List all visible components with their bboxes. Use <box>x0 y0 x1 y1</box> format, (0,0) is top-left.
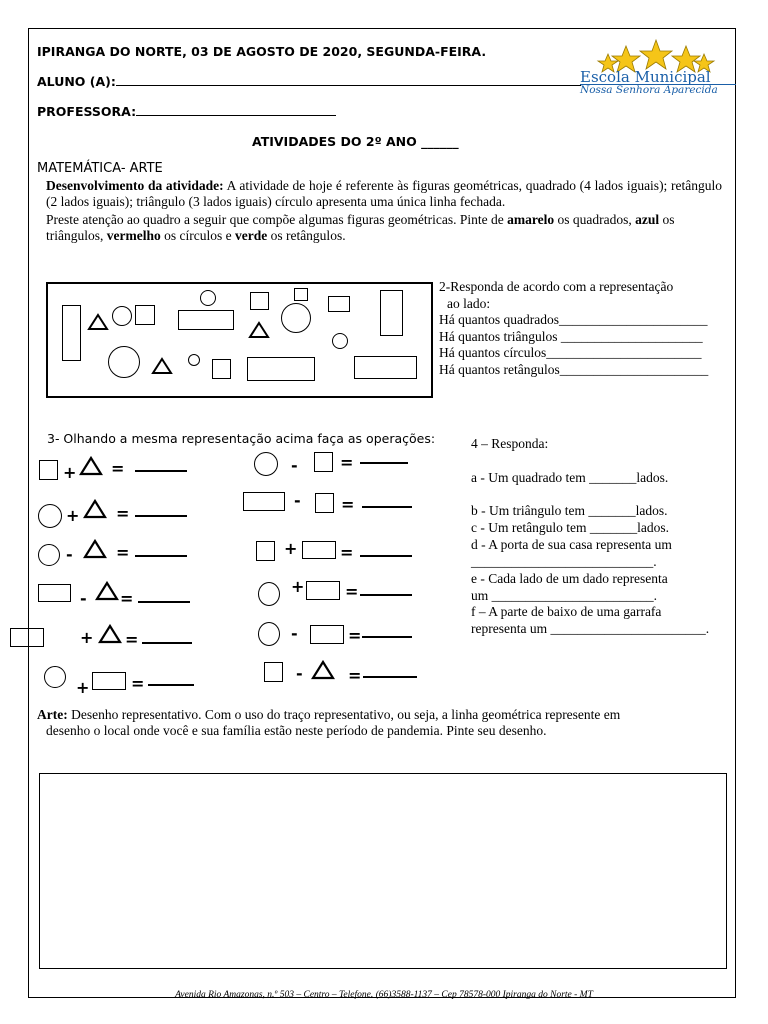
circle-shape <box>258 622 280 646</box>
rectangle-shape[interactable] <box>178 310 234 330</box>
student-label: ALUNO (A): <box>37 74 116 89</box>
rectangle-shape <box>38 584 71 602</box>
minus-sign: - <box>291 456 298 475</box>
count-circles-question[interactable]: Há quantos círculos_______________________ <box>439 345 702 360</box>
subject-title: MATEMÁTICA- ARTE <box>37 161 163 176</box>
equals-sign: = <box>340 453 354 472</box>
answer-line[interactable] <box>138 601 190 603</box>
equals-sign: = <box>111 459 125 478</box>
color-red: vermelho <box>106 228 161 243</box>
shapes-board <box>46 282 433 398</box>
square-shape <box>264 662 283 682</box>
rectangle-shape <box>92 672 126 690</box>
plus-sign: + <box>66 506 80 525</box>
equals-sign: = <box>348 666 362 685</box>
rectangle-shape <box>310 625 344 644</box>
circle-shape <box>254 452 278 476</box>
answer-line[interactable] <box>135 515 187 517</box>
minus-sign: - <box>294 491 301 510</box>
activity-title: ATIVIDADES DO 2º ANO ______ <box>252 134 459 149</box>
equals-sign: = <box>340 543 354 562</box>
footer-address: Avenida Rio Amazonas, n.º 503 – Centro – Telefone. (66)3588-1137 – Cep 78578-000 Ipiranga do Norte - MT <box>175 990 593 1000</box>
question4-e[interactable] <box>471 571 717 604</box>
circle-shape <box>258 582 280 606</box>
school-logo <box>578 38 736 98</box>
circle-shape[interactable] <box>188 354 200 366</box>
rectangle-shape <box>10 628 44 647</box>
plus-sign: + <box>63 463 77 482</box>
answer-line[interactable] <box>360 555 412 557</box>
question4-f-line2[interactable]: representa um _______________________. <box>471 620 710 636</box>
equals-sign: = <box>116 543 130 562</box>
rectangle-shape[interactable] <box>354 356 417 379</box>
minus-sign: - <box>296 664 303 683</box>
answer-line[interactable] <box>360 462 408 464</box>
count-squares-question[interactable]: Há quantos quadrados______________________ <box>439 312 708 327</box>
circle-shape[interactable] <box>281 303 311 333</box>
intro-paragraph <box>46 178 722 210</box>
art-text-line2: desenho o local onde você e sua família estão neste período de pandemia. Pinte seu desenho. <box>46 723 547 738</box>
question4-b[interactable]: b - Um triângulo tem _______lados. <box>471 503 668 518</box>
question4-c[interactable]: c - Um retângulo tem _______lados. <box>471 520 669 535</box>
square-shape[interactable] <box>135 305 155 325</box>
square-shape <box>256 541 275 561</box>
question4-d-line1: d - A porta de sua casa representa um <box>471 537 672 552</box>
rectangle-shape <box>302 541 336 559</box>
answer-line[interactable] <box>148 684 194 686</box>
circle-shape[interactable] <box>112 306 132 326</box>
intro-text: A atividade de hoje é referente às figuras geométricas, quadrado (4 lados iguais); retângulo (2 lados iguais); triângulo (3 lados iguais) círculo apresenta uma única linha fechada. <box>46 178 722 209</box>
instr-part: os quadrados, <box>554 212 636 227</box>
teacher-line[interactable] <box>136 115 336 116</box>
equals-sign: = <box>131 674 145 693</box>
square-shape <box>39 460 58 480</box>
student-field[interactable] <box>37 74 581 89</box>
answer-line[interactable] <box>362 506 412 508</box>
answer-line[interactable] <box>135 555 187 557</box>
square-shape[interactable] <box>212 359 231 379</box>
color-yellow: amarelo <box>507 212 555 227</box>
teacher-field[interactable] <box>37 104 336 119</box>
instr-part: Preste atenção ao quadro a seguir que compõe algumas figuras geométricas. Pinte de <box>46 212 508 227</box>
teacher-label: PROFESSORA: <box>37 104 137 119</box>
answer-line[interactable] <box>142 642 192 644</box>
rectangle-shape[interactable] <box>247 357 315 381</box>
rectangle-shape[interactable] <box>380 290 403 336</box>
logo-line1: Escola Municipal <box>580 68 711 86</box>
answer-line[interactable] <box>135 470 187 472</box>
student-line[interactable] <box>116 85 581 86</box>
question3-title: 3- Olhando a mesma representação acima faça as operações: <box>47 431 436 446</box>
minus-sign: - <box>291 624 298 643</box>
plus-sign: + <box>80 628 94 647</box>
instr-part: os triângulos, <box>46 212 675 243</box>
art-instructions <box>37 707 727 739</box>
art-label: Arte: <box>37 707 68 722</box>
rectangle-shape <box>306 581 340 600</box>
answer-line[interactable] <box>363 676 417 678</box>
circle-shape <box>38 544 60 566</box>
question4-d[interactable] <box>471 537 717 570</box>
color-green: verde <box>234 228 268 243</box>
count-triangles-question[interactable]: Há quantos triângulos _____________________ <box>439 328 703 344</box>
question4-a[interactable]: a - Um quadrado tem _______lados. <box>471 470 669 485</box>
question2-title-line2: ao lado: <box>447 295 491 311</box>
square-shape[interactable] <box>250 292 269 310</box>
instr-part: os retângulos. <box>267 228 346 243</box>
equals-sign: = <box>348 626 362 645</box>
question2-title-line1: 2-Responda de acordo com a representação <box>439 279 674 294</box>
triangle-shape <box>84 540 106 558</box>
plus-sign: + <box>76 678 90 697</box>
triangle-shape <box>312 661 334 679</box>
color-blue: azul <box>635 212 660 227</box>
triangle-shape <box>96 582 118 600</box>
circle-shape <box>44 666 66 688</box>
question2-title <box>439 279 708 378</box>
rectangle-shape <box>243 492 285 511</box>
circle-shape <box>38 504 62 528</box>
equals-sign: = <box>125 630 139 649</box>
question4-f-line1: f – A parte de baixo de uma garrafa <box>471 604 662 619</box>
square-shape[interactable] <box>294 288 308 301</box>
equals-sign: = <box>116 504 130 523</box>
circle-shape[interactable] <box>200 290 216 306</box>
triangle-shape[interactable] <box>249 322 269 338</box>
question4-d-line2[interactable]: ___________________________. <box>471 553 657 569</box>
triangle-shape[interactable] <box>88 314 108 330</box>
equals-sign: = <box>345 582 359 601</box>
logo-line2: Nossa Senhora Aparecida <box>580 84 718 96</box>
answer-line[interactable] <box>362 636 412 638</box>
triangle-shape <box>99 625 121 643</box>
triangle-shape[interactable] <box>152 358 172 374</box>
drawing-area[interactable] <box>39 773 727 969</box>
date-line: IPIRANGA DO NORTE, 03 DE AGOSTO DE 2020, SEGUNDA-FEIRA. <box>37 44 487 59</box>
square-shape[interactable] <box>328 296 350 312</box>
triangle-shape <box>80 457 102 475</box>
intro-bold: Desenvolvimento da atividade: <box>46 178 224 193</box>
minus-sign: - <box>66 545 73 564</box>
question4-title: 4 – Responda: <box>471 436 549 451</box>
answer-line[interactable] <box>360 594 412 596</box>
plus-sign: + <box>284 539 298 558</box>
circle-shape[interactable] <box>332 333 348 349</box>
circle-shape[interactable] <box>108 346 140 378</box>
art-text-line1: Desenho representativo. Com o uso do traço representativo, ou seja, a linha geométrica represente em <box>67 707 621 722</box>
question4-e-line2[interactable]: um ________________________. <box>471 587 658 603</box>
count-rectangles-question[interactable]: Há quantos retângulos______________________ <box>439 361 709 377</box>
square-shape <box>315 493 334 513</box>
equals-sign: = <box>341 495 355 514</box>
question4-e-line1: e - Cada lado de um dado representa <box>471 571 668 586</box>
question4-f[interactable] <box>471 604 717 637</box>
triangle-shape <box>84 500 106 518</box>
plus-sign: + <box>291 577 305 596</box>
instr-part: os círculos e <box>160 228 235 243</box>
rectangle-shape[interactable] <box>62 305 81 361</box>
equals-sign: = <box>120 589 134 608</box>
minus-sign: - <box>80 589 87 608</box>
instruction-paragraph <box>46 212 722 244</box>
square-shape <box>314 452 333 472</box>
